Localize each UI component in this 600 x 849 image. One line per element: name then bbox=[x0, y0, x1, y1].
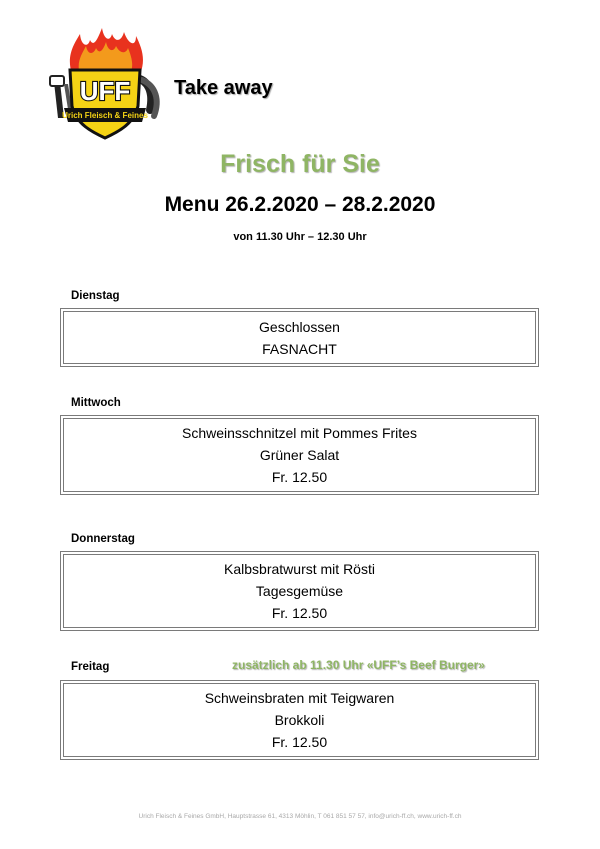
menu-price: Fr. 12.50 bbox=[271, 469, 328, 485]
menu-box-dienstag bbox=[63, 311, 536, 364]
menu-line: Schweinsbraten mit Teigwaren bbox=[204, 690, 395, 706]
menu-line: Tagesgemüse bbox=[255, 583, 344, 599]
day-label-donnerstag: Donnerstag bbox=[71, 533, 135, 545]
menu-line: Schweinsschnitzel mit Pommes Frites bbox=[182, 425, 417, 441]
logo-ribbon-text: Urich Fleisch & Feines bbox=[62, 111, 148, 120]
menu-line: FASNACHT bbox=[262, 341, 337, 357]
menu-line: Kalbsbratwurst mit Rösti bbox=[224, 561, 375, 577]
uff-logo bbox=[44, 26, 166, 144]
logo-brand-text: UFF bbox=[79, 76, 131, 106]
day-label-freitag: Freitag bbox=[71, 661, 110, 673]
menu-line: Brokkoli bbox=[274, 712, 325, 728]
headline: Frisch für Sie bbox=[220, 150, 380, 178]
menu-box-donnerstag bbox=[63, 554, 536, 628]
day-label-dienstag: Dienstag bbox=[71, 290, 120, 302]
service-hours: von 11.30 Uhr – 12.30 Uhr bbox=[233, 231, 367, 243]
menu-price: Fr. 12.50 bbox=[271, 605, 328, 621]
menu-box-freitag bbox=[63, 683, 536, 757]
footer-contact: Urich Fleisch & Feines GmbH, Hauptstrasse 61, 4313 Möhlin, T 061 851 57 57, info@urich-ff.ch, www.urich-ff.ch bbox=[138, 813, 462, 820]
menu-line: Geschlossen bbox=[259, 319, 340, 335]
menu-box-mittwoch bbox=[63, 418, 536, 492]
take-away-heading: Take away bbox=[174, 77, 273, 99]
extra-offer-note: zusätzlich ab 11.30 Uhr «UFF’s Beef Burger» bbox=[232, 658, 485, 672]
menu-price: Fr. 12.50 bbox=[271, 734, 328, 750]
day-label-mittwoch: Mittwoch bbox=[71, 397, 121, 409]
menu-line: Grüner Salat bbox=[259, 447, 340, 463]
menu-title: Menu 26.2.2020 – 28.2.2020 bbox=[164, 193, 436, 216]
